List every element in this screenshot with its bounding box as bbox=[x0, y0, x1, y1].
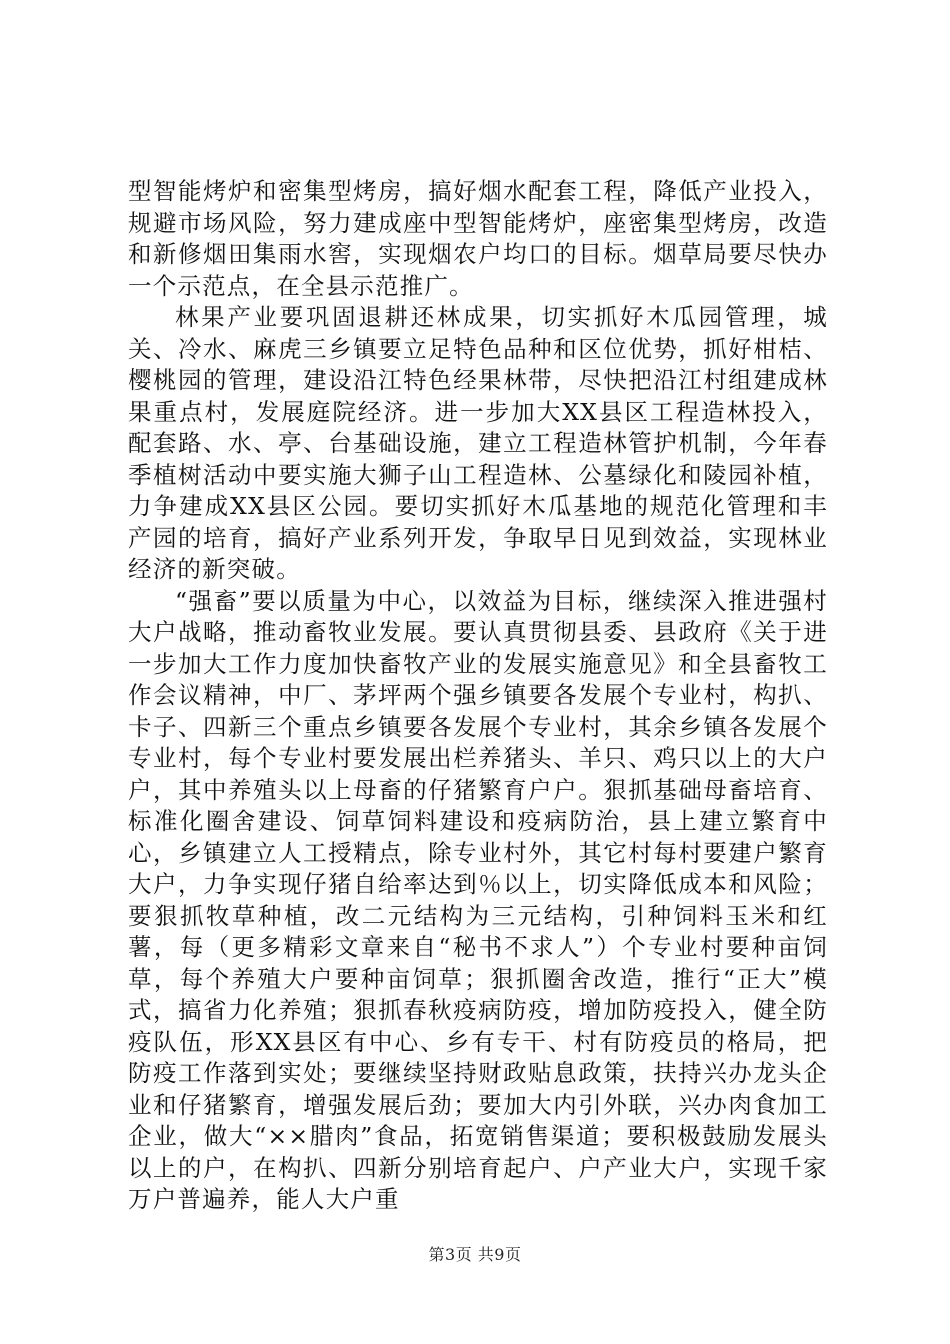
document-body bbox=[128, 176, 828, 1216]
paragraph-forestry: 林果产业要巩固退耕还林成果，切实抓好木瓜园管理，城关、冷水、麻虎三乡镇要立足特色品种和区位优势，抓好柑桔、樱桃园的管理，建设沿江特色经果林带，尽快把沿江村组建成林果重点村，发展庭院经济。进一步加大XX县区工程造林投入，配套路、水、亭、台基础设施，建立工程造林管护机制，今年春季植树活动中要实施大狮子山工程造林、公墓绿化和陵园补植，力争建成XX县区公园。要切实抓好木瓜基地的规范化管理和丰产园的培育，搞好产业系列开发，争取早日见到效益，实现林业经济的新突破。 bbox=[128, 303, 828, 583]
paragraph-livestock: “强畜”要以质量为中心，以效益为目标，继续深入推进强村大户战略，推动畜牧业发展。要认真贯彻县委、县政府《关于进一步加大工作力度加快畜牧产业的发展实施意见》和全县畜牧工作会议精神，中厂、茅坪两个强乡镇要各发展个专业村，构扒、卡子、四新三个重点乡镇要各发展个专业村，其余乡镇各发展个专业村，每个专业村要发展出栏养猪头、羊只、鸡只以上的大户户，其中养殖头以上母畜的仔猪繁育户户。狠抓基础母畜培育、标准化圈舍建设、饲草饲料建设和疫病防治，县上建立繁育中心，乡镇建立人工授精点，除专业村外，其它村每村要建户繁育大户，力争实现仔猪自给率达到％以上，切实降低成本和风险；要狠抓牧草种植，改二元结构为三元结构，引种饲料玉米和红薯，每（更多精彩文章来自“秘书不求人”）个专业村要种亩饲草，每个养殖大户要种亩饲草；狠抓圈舍改造，推行“正大”模式，搞省力化养殖；狠抓春秋疫病防疫，增加防疫投入，健全防疫队伍，形XX县区有中心、乡有专干、村有防疫员的格局，把防疫工作落到实处；要继续坚持财政贴息政策，扶持兴办龙头企业和仔猪繁育，增强发展后劲；要加大内引外联，兴办肉食加工企业，做大“××腊肉”食品，拓宽销售渠道；要积极鼓励发展头以上的户，在构扒、四新分别培育起户、户产业大户，实现千家万户普遍养，能人大户重 bbox=[128, 586, 828, 1213]
page-number-footer: 第3页 共9页 bbox=[428, 1245, 522, 1264]
paragraph-continuation: 型智能烤炉和密集型烤房，搞好烟水配套工程，降低产业投入，规避市场风险，努力建成座中型智能烤炉，座密集型烤房，改造和新修烟田集雨水窖，实现烟农户均口的目标。烟草局要尽快办一个示范点，在全县示范推广。 bbox=[128, 177, 828, 300]
